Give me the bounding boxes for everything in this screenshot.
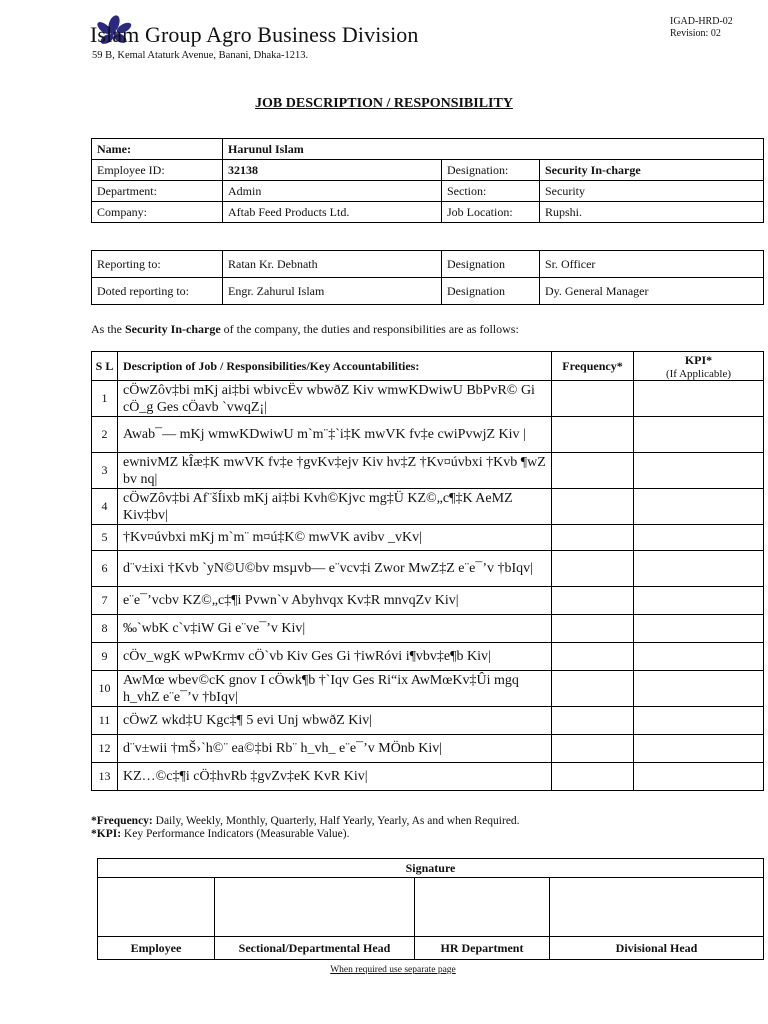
duty-description: ‰`wbK c`v‡iW Gi e¨ve¯’v Kiv| — [118, 615, 552, 643]
duty-description: AwMœ wbev©cK gnov I cÖwk¶b †`Iqv Ges Ri“ix AwMœKv‡Ûi mgq h_vhZ e¨e¯’v †bIqv| — [118, 671, 552, 707]
signature-label: HR Department — [415, 937, 550, 960]
duties-intro: As the Security In-charge of the company, the duties and responsibilities are as follows: — [91, 322, 519, 336]
duty-kpi — [634, 381, 764, 417]
duty-frequency — [552, 381, 634, 417]
col-sl-header: S L — [92, 352, 118, 381]
duty-description: d¨v±ixi †Kvb `yN©U©bv msµvb— e¨vcv‡i Zwor MwZ‡Z e¨e¯’v †bIqv| — [118, 551, 552, 587]
signature-space-row — [98, 878, 764, 937]
kpi-footnote: *KPI: Key Performance Indicators (Measurable Value). — [91, 828, 350, 840]
duty-frequency — [552, 735, 634, 763]
duty-sl: 10 — [92, 671, 118, 707]
duty-row — [92, 453, 764, 489]
document-reference — [670, 16, 733, 40]
duty-row — [92, 587, 764, 615]
duty-description: e¨e¯’vcbv KZ©„c‡¶i Pvwn`v Abyhvqx Kv‡R mnvqZv Kiv| — [118, 587, 552, 615]
duty-sl: 2 — [92, 417, 118, 453]
duty-kpi — [634, 417, 764, 453]
duty-row — [92, 615, 764, 643]
duty-sl: 5 — [92, 525, 118, 551]
duty-kpi — [634, 489, 764, 525]
designation-label: Designation — [442, 278, 540, 305]
job-location-value: Rupshi. — [540, 202, 764, 223]
duty-row — [92, 551, 764, 587]
duty-description: ewnivMZ kÎæ‡K mwVK fv‡e †gvKv‡ejv Kiv hv‡Z †Kv¤úvbxi †Kvb ¶wZ bv nq| — [118, 453, 552, 489]
sectional-head-signature-box — [215, 878, 415, 937]
divisional-head-signature-box — [550, 878, 764, 937]
employee-signature-box — [98, 878, 215, 937]
duty-sl: 7 — [92, 587, 118, 615]
duty-kpi — [634, 671, 764, 707]
duty-kpi — [634, 707, 764, 735]
intro-role: Security In-charge — [125, 322, 221, 336]
department-value: Admin — [223, 181, 442, 202]
duty-frequency — [552, 417, 634, 453]
duty-row — [92, 417, 764, 453]
employee-id-label: Employee ID: — [92, 160, 223, 181]
duty-sl: 12 — [92, 735, 118, 763]
duty-description: cÖwZ wkd‡U Kgc‡¶ 5 evi Unj wbwðZ Kiv| — [118, 707, 552, 735]
duty-frequency — [552, 615, 634, 643]
frequency-footnote: *Frequency: Daily, Weekly, Monthly, Quarterly, Half Yearly, Yearly, As and when Required. — [91, 815, 520, 827]
duty-row — [92, 707, 764, 735]
duties-header-row — [92, 352, 764, 381]
job-location-label: Job Location: — [442, 202, 540, 223]
company-label: Company: — [92, 202, 223, 223]
table-row — [98, 859, 764, 878]
reporting-to-value: Ratan Kr. Debnath — [223, 251, 442, 278]
document-title: JOB DESCRIPTION / RESPONSIBILITY — [255, 96, 513, 111]
company-name: Islam Group Agro Business Division — [90, 22, 419, 47]
duty-frequency — [552, 763, 634, 791]
duty-sl: 13 — [92, 763, 118, 791]
duty-frequency — [552, 707, 634, 735]
duty-description: d¨v±wii †mŠ›`h©¨ ea©‡bi Rb¨ h_vh_ e¨e¯’v MÖnb Kiv| — [118, 735, 552, 763]
duties-table — [91, 351, 764, 791]
signature-label: Employee — [98, 937, 215, 960]
document-revision: Revision: 02 — [670, 28, 721, 39]
employee-name: Harunul Islam — [223, 139, 764, 160]
duty-sl: 6 — [92, 551, 118, 587]
duty-kpi — [634, 587, 764, 615]
duty-sl: 1 — [92, 381, 118, 417]
duty-frequency — [552, 453, 634, 489]
table-row — [92, 278, 764, 305]
duty-row — [92, 671, 764, 707]
table-row — [92, 139, 764, 160]
duty-description: cÖv_wgK wPwKrmv cÖ`vb Kiv Ges Gi †iwRóvi i¶vbv‡e¶b Kiv| — [118, 643, 552, 671]
reporting-to-label: Reporting to: — [92, 251, 223, 278]
duty-row — [92, 735, 764, 763]
section-label: Section: — [442, 181, 540, 202]
col-description-header: Description of Job / Responsibilities/Key Accountabilities: — [118, 352, 552, 381]
duty-description: KZ…©c‡¶i cÖ‡hvRb ‡gvZv‡eK KvR Kiv| — [118, 763, 552, 791]
section-value: Security — [540, 181, 764, 202]
duty-kpi — [634, 763, 764, 791]
doted-reporting-value: Engr. Zahurul Islam — [223, 278, 442, 305]
company-address: 59 B, Kemal Ataturk Avenue, Banani, Dhaka-1213. — [92, 50, 309, 61]
duty-description: †Kv¤úvbxi mKj m`m¨ m¤ú‡K© mwVK avibv _vKv| — [118, 525, 552, 551]
signature-title: Signature — [98, 859, 764, 878]
designation-value: Dy. General Manager — [540, 278, 764, 305]
table-row — [92, 181, 764, 202]
table-row — [92, 202, 764, 223]
duty-sl: 4 — [92, 489, 118, 525]
doted-reporting-label: Doted reporting to: — [92, 278, 223, 305]
duty-frequency — [552, 587, 634, 615]
footnotes — [91, 815, 520, 841]
department-label: Department: — [92, 181, 223, 202]
signature-table — [97, 858, 764, 960]
duty-sl: 9 — [92, 643, 118, 671]
duty-kpi — [634, 551, 764, 587]
duty-description: cÖwZôv‡bi mKj ai‡bi wbivcËv wbwðZ Kiv wmwKDwiwU BbPvR© Gi cÖ_g Ges cÖavb `vwqZ¡| — [118, 381, 552, 417]
designation-value: Sr. Officer — [540, 251, 764, 278]
duty-row — [92, 381, 764, 417]
duty-frequency — [552, 643, 634, 671]
designation-label: Designation: — [442, 160, 540, 181]
duty-row — [92, 489, 764, 525]
hr-signature-box — [415, 878, 550, 937]
duty-kpi — [634, 643, 764, 671]
separate-page-note: When required use separate page — [330, 965, 456, 975]
duty-row — [92, 525, 764, 551]
duty-kpi — [634, 615, 764, 643]
col-kpi-header: KPI* (If Applicable) — [634, 352, 764, 381]
duty-kpi — [634, 735, 764, 763]
name-label: Name: — [92, 139, 223, 160]
duty-frequency — [552, 671, 634, 707]
duty-description: cÖwZôv‡bi Af¨šÍixb mKj ai‡bi Kvh©Kjvc mg‡Ü KZ©„c¶‡K AeMZ Kiv‡bv| — [118, 489, 552, 525]
employee-id: 32138 — [223, 160, 442, 181]
company-value: Aftab Feed Products Ltd. — [223, 202, 442, 223]
document-code: IGAD-HRD-02 — [670, 16, 733, 27]
col-frequency-header: Frequency* — [552, 352, 634, 381]
signature-label: Divisional Head — [550, 937, 764, 960]
employee-info-table — [91, 138, 764, 223]
table-row — [92, 160, 764, 181]
duty-kpi — [634, 525, 764, 551]
duty-frequency — [552, 551, 634, 587]
duty-kpi — [634, 453, 764, 489]
designation-value: Security In-charge — [540, 160, 764, 181]
duty-row — [92, 763, 764, 791]
duty-sl: 3 — [92, 453, 118, 489]
duty-sl: 11 — [92, 707, 118, 735]
duty-description: Awab¯— mKj wmwKDwiwU m`m¨‡`i‡K mwVK fv‡e cwiPvwjZ Kiv | — [118, 417, 552, 453]
duty-row — [92, 643, 764, 671]
signature-label-row — [98, 937, 764, 960]
signature-label: Sectional/Departmental Head — [215, 937, 415, 960]
duty-frequency — [552, 489, 634, 525]
duty-sl: 8 — [92, 615, 118, 643]
reporting-table — [91, 250, 764, 305]
table-row — [92, 251, 764, 278]
designation-label: Designation — [442, 251, 540, 278]
duty-frequency — [552, 525, 634, 551]
